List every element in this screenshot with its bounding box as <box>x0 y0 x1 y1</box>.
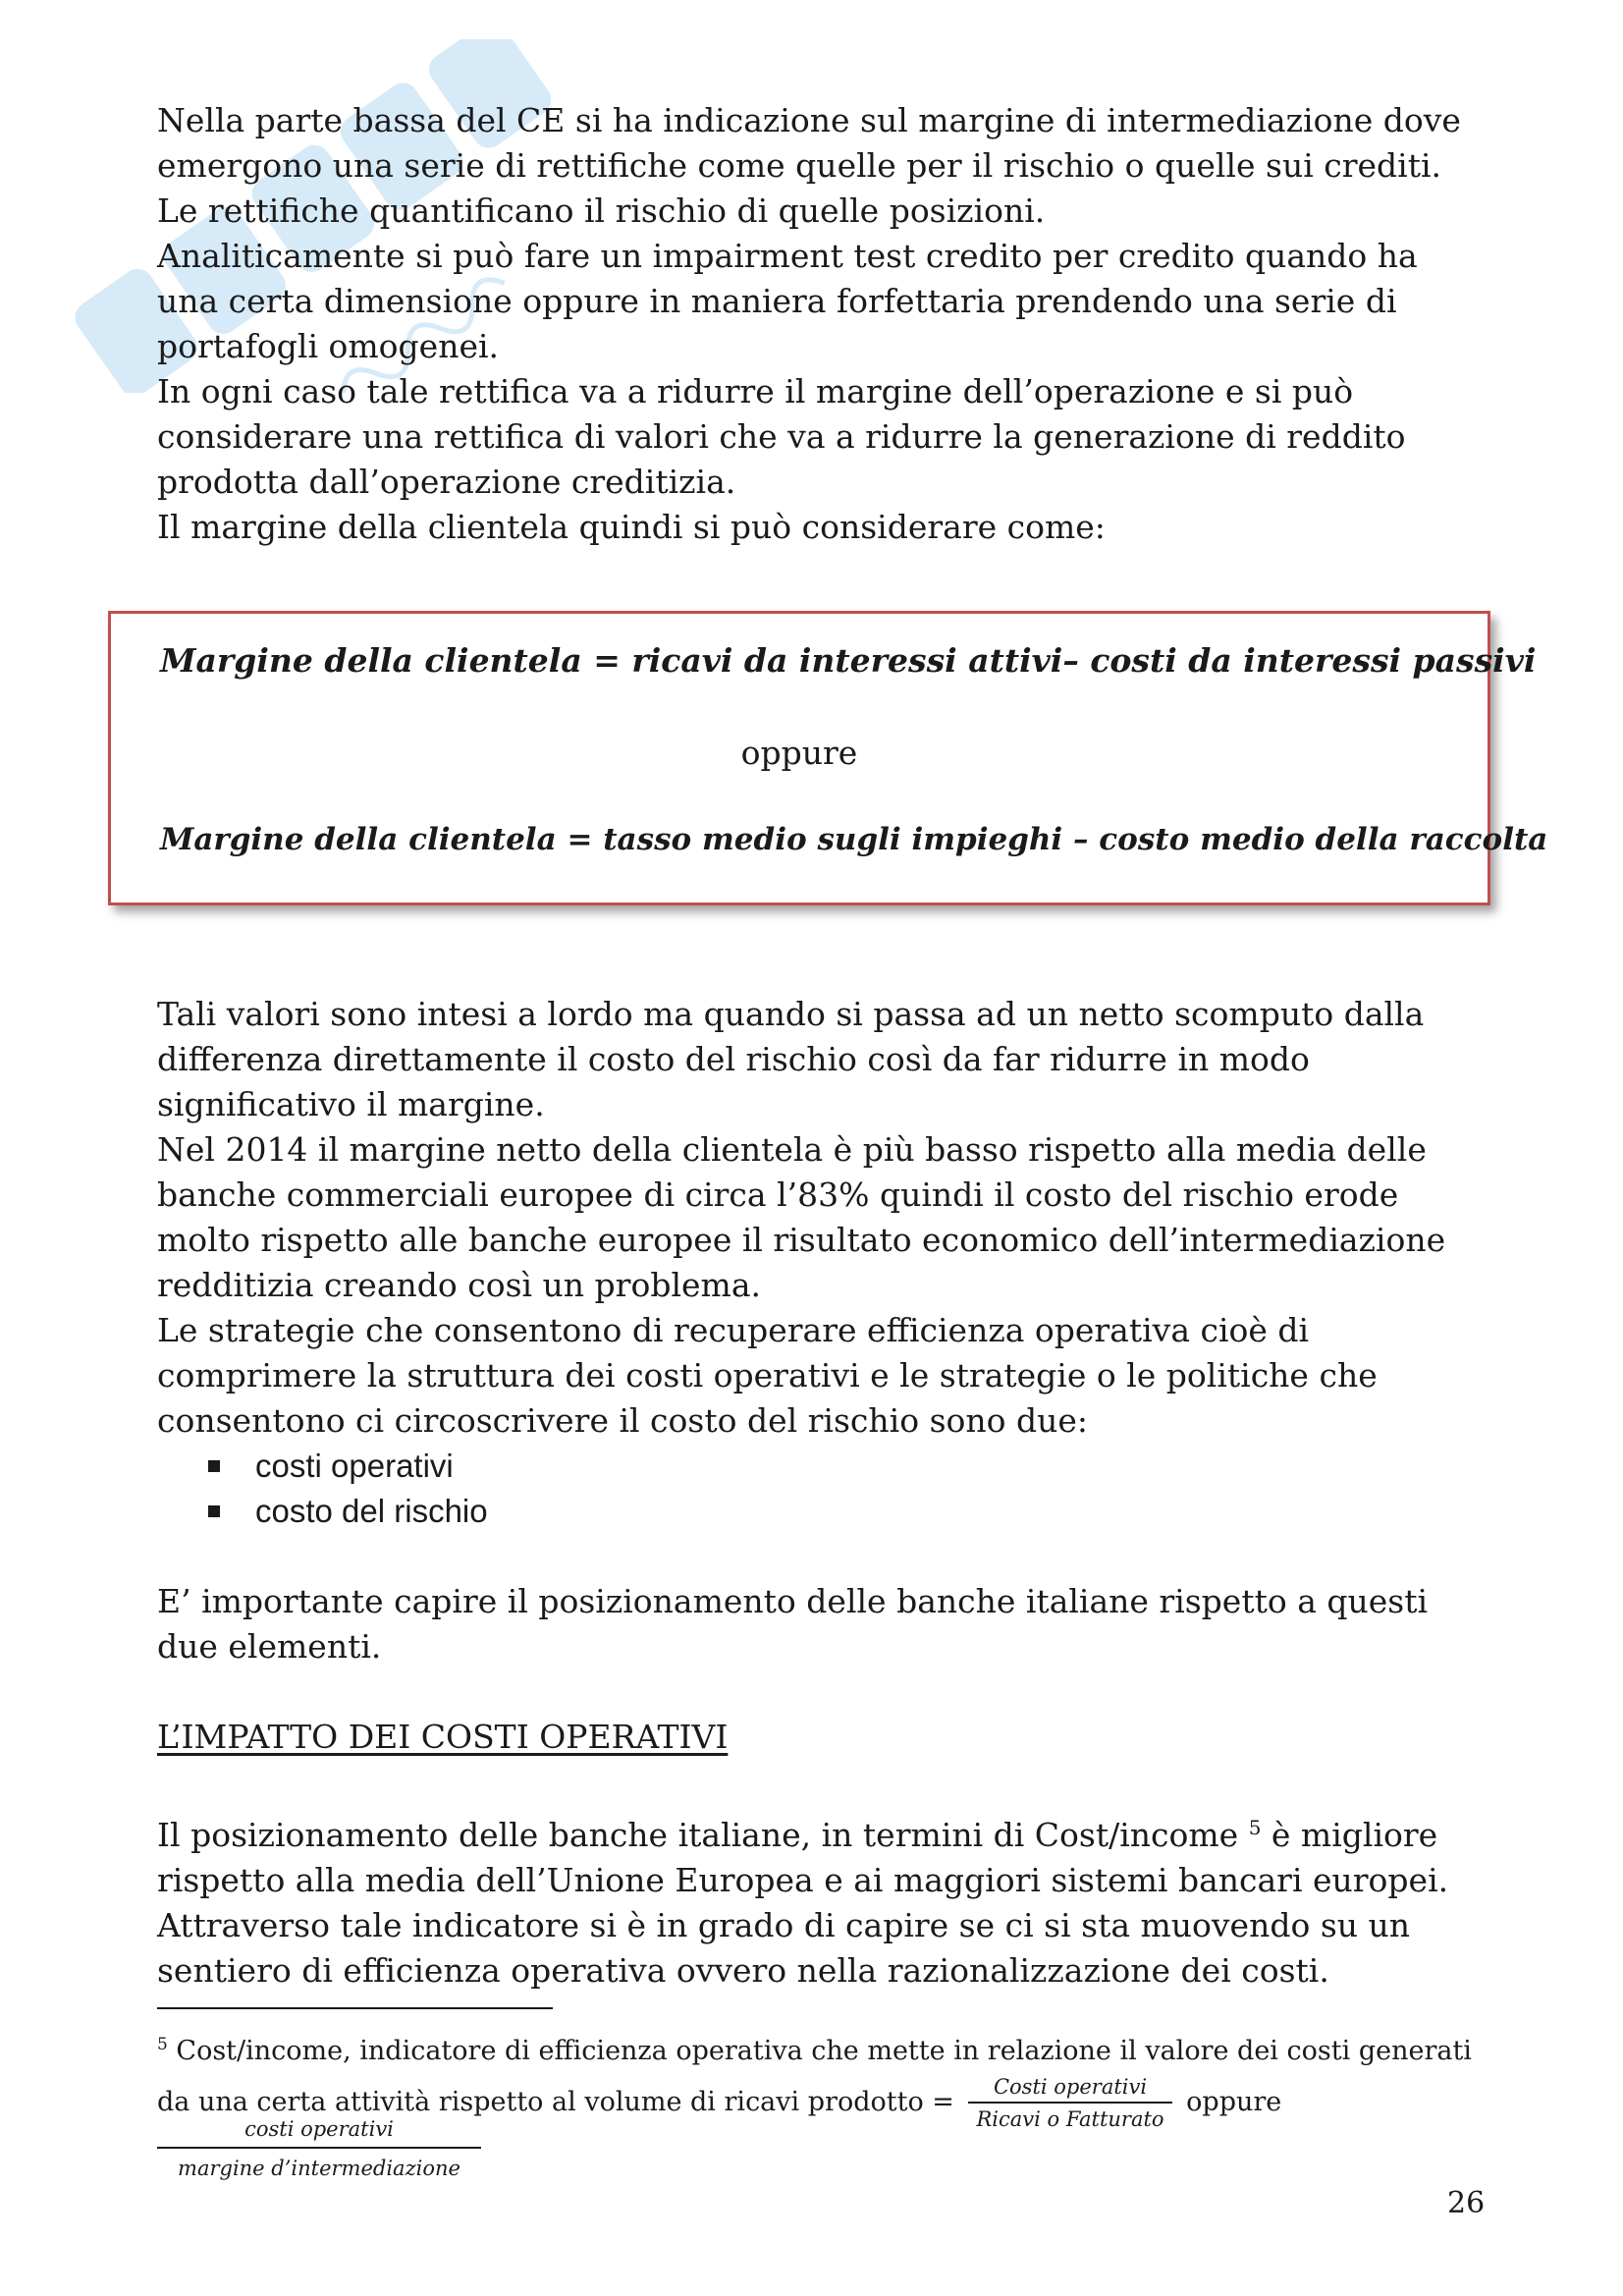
list-item: costi operativi <box>157 1444 1473 1489</box>
paragraph: Le rettifiche quantificano il rischio di quelle posizioni. <box>157 191 1046 230</box>
page-number: 26 <box>1447 2186 1486 2220</box>
footnote: $^5$ Cost/income, indicatore di efficienza operativa che mette in relazione il valore dei costi generati da una certa attività rispetto al volume di ricavi prodotto = $\frac{\text{Costi operativi}}{\text{Ricavi o Fatturato}}$ oppure <box>157 2035 1472 2131</box>
intro-text-block <box>157 98 1473 550</box>
formula-separator: oppure <box>740 734 858 772</box>
paragraph: Nel 2014 il margine netto della clientela è più basso rispetto alla media delle banche commerciali europee di circa l’83% quindi il costo del rischio erode molto rispetto alle banche europee il risultato economico dell’intermediazione redditizia creando così un problema. <box>157 1130 1446 1304</box>
formula-box <box>108 611 1548 905</box>
list-item: costo del rischio <box>157 1489 1473 1534</box>
paragraph: Il margine della clientela quindi si può considerare come: <box>157 508 1106 546</box>
footnote-number: 5 <box>157 2035 168 2054</box>
section-title: L’IMPATTO DEI COSTI OPERATIVI <box>157 1718 729 1756</box>
formula-tasso-costo: Margine della clientela = tasso medio sugli impieghi – costo medio della raccolta <box>160 822 1548 857</box>
bullet-icon <box>208 1460 220 1472</box>
importance-paragraph: E’ importante capire il posizionamento delle banche italiane rispetto a questi due elementi. <box>157 1582 1429 1666</box>
bullet-icon <box>208 1505 220 1517</box>
paragraph: Analiticamente si può fare un impairment test credito per credito quando ha una certa dimensione oppure in maniera forfettaria prendendo una serie di portafogli omogenei. <box>157 237 1418 365</box>
section-heading <box>157 1715 1473 1760</box>
fraction-cost-revenue: $\frac{\text{Costi operativi}}{\text{Ricavi o Fatturato}}$ <box>968 2075 1171 2131</box>
strategy-list <box>157 1444 1473 1534</box>
footnote-separator <box>157 2007 553 2009</box>
cost-income-paragraph: Il posizionamento delle banche italiane, in termini di Cost/income $^5$ è migliore rispetto alla media dell’Unione Europea e ai maggiori sistemi bancari europei. Attraverso tale indicatore si è in grado di capire se ci si sta muovendo su un sentiero di efficienza operativa ovvero nella razionalizzazione dei costi. <box>157 1816 1449 1990</box>
analysis-text-block <box>157 992 1473 1534</box>
footnote-ref[interactable]: 5 <box>1248 1816 1262 1839</box>
paragraph: Le strategie che consentono di recuperare efficienza operativa cioè di comprimere la struttura dei costi operativi e le strategie o le politiche che consentono ci circoscrivere il costo del rischio sono due: <box>157 1311 1378 1440</box>
paragraph: Tali valori sono intesi a lordo ma quando si passa ad un netto scomputo dalla differenza direttamente il costo del rischio così da far ridurre in modo significativo il margine. <box>157 995 1425 1123</box>
paragraph: In ogni caso tale rettifica va a ridurre il margine dell’operazione e si può considerare una rettifica di valori che va a ridurre la generazione di reddito prodotta dall’operazione creditizia. <box>157 372 1406 501</box>
fraction-cost-margin: costi operativi margine d’intermediazione <box>157 2117 481 2180</box>
formula-ricavi-costi: Margine della clientela = ricavi da interessi attivi– costi da interessi passivi <box>160 641 1537 680</box>
paragraph: Nella parte bassa del CE si ha indicazione sul margine di intermediazione dove emergono una serie di rettifiche come quelle per il rischio o quelle sui crediti. <box>157 101 1461 185</box>
